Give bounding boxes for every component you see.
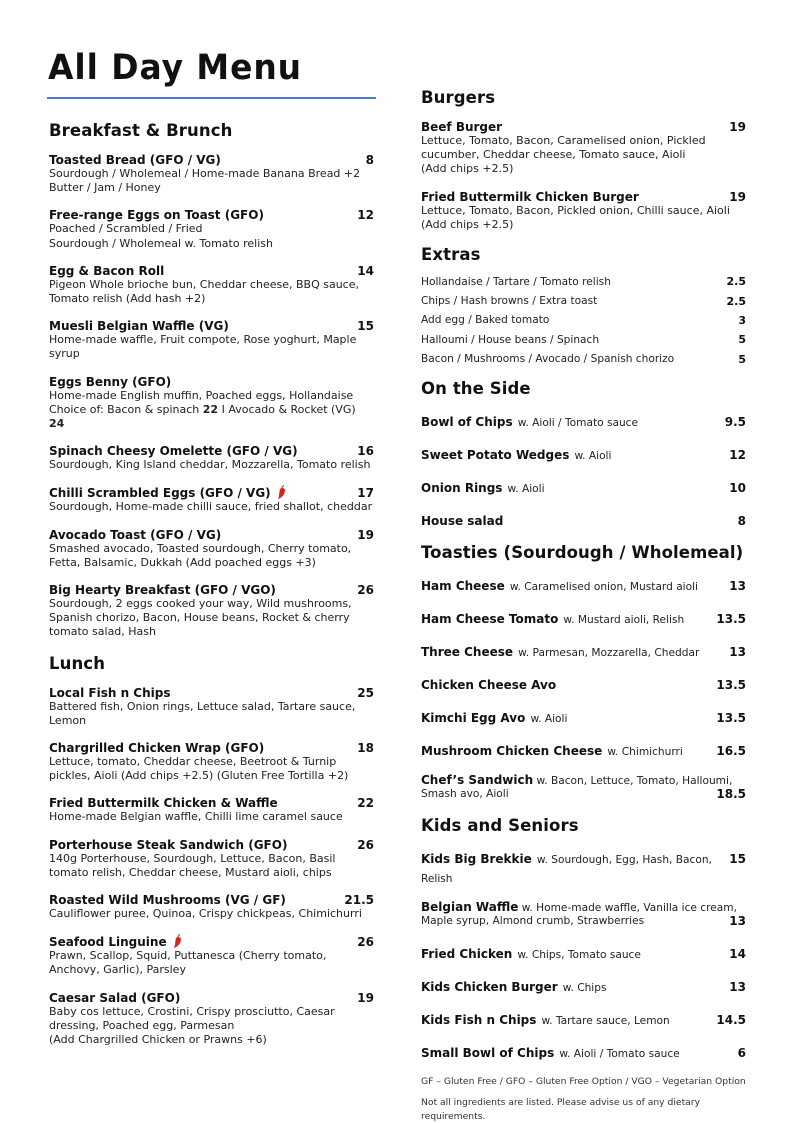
item-name: Chargrilled Chicken Wrap (GFO) [49,741,265,756]
item-name: Avocado Toast (GFO / VG) [49,527,222,542]
title-divider [47,97,376,99]
menu-item [49,375,374,432]
menu-item [421,943,746,962]
extra-name: Hollandaise / Tartare / Tomato relish [421,275,611,288]
menu-item [49,208,374,250]
item-label [421,740,683,759]
menu-item [421,707,746,726]
item-price: 9.5 [724,414,746,429]
item-header [49,528,374,542]
menu-item [421,641,746,660]
item-header [421,190,746,204]
item-price: 16 [357,444,374,459]
item-price: 12 [357,208,374,223]
extras-section [421,245,746,369]
item-with: w. Sourdough, Egg, Hash, Bacon, Relish [421,853,712,885]
footnote: GF – Gluten Free / GFO – Gluten Free Option / VGO – Vegetarian Option [421,1075,746,1087]
menu-item [49,893,374,921]
item-name: Kids Chicken Burger [421,979,558,994]
chilli-icon [173,934,182,948]
menu-item [421,411,746,430]
item-description: Sourdough / Wholemeal / Home-made Banana Bread +2 [49,167,361,180]
choice-option-2: Avocado & Rocket (VG) [228,402,356,416]
breakfast-items [49,153,374,640]
item-description: (Add chips +2.5) [421,162,514,176]
item-name: Local Fish n Chips [49,685,171,700]
item-label [421,848,729,886]
item-description: Sourdough / Wholemeal w. Tomato relish [49,236,273,250]
item-name: Onion Rings [421,480,503,495]
menu-item [49,485,374,514]
item-name: Roasted Wild Mushrooms (VG / GF) [49,893,286,908]
item-description: Sourdough, 2 eggs cooked your way, Wild mushrooms, Spanish chorizo, Bacon, House beans, Rocket & cherry tomato salad, Hash [49,597,352,639]
item-description: Smashed avocado, Toasted sourdough, Cherry tomato, Fetta, Balsamic, Dukkah (Add poached eggs +3) [49,541,352,569]
menu-item [49,319,374,361]
item-name: Mushroom Chicken Cheese [421,743,603,758]
sides-section [421,379,746,529]
item-name: Muesli Belgian Waffle (VG) [49,319,229,334]
item-with: w. Tartare sauce, Lemon [541,1014,670,1027]
item-price: 14.5 [716,1012,746,1027]
item-name: Chilli Scrambled Eggs (GFO / VG) [49,485,286,500]
item-name: Kimchi Egg Avo [421,710,526,725]
item-header [49,934,374,949]
extra-name: Halloumi / House beans / Spinach [421,333,600,346]
item-line-2 [421,914,746,929]
item-label [421,641,699,660]
menu-item [49,528,374,570]
extra-price: 2.5 [726,275,746,289]
sides-items [421,411,746,529]
burgers-section [421,88,746,232]
item-with: w. Home-made waffle, Vanilla ice cream, [521,901,737,914]
item-with: w. Chips [562,981,607,994]
menu-item [421,190,746,232]
menu-item [421,575,746,594]
toasties-section [421,543,746,802]
item-description: Cauliflower puree, Quinoa, Crispy chickpeas, Chimichurri [49,907,362,921]
item-description: Baby cos lettuce, Crostini, Crispy prosciutto, Caesar dressing, Poached egg, Parmesan [49,1004,335,1032]
item-price: 14 [729,946,746,961]
item-price: 13.5 [716,710,746,725]
item-name: Belgian Waffle [421,899,519,914]
item-price: 6 [737,1045,746,1060]
item-price: 12 [729,447,746,462]
item-label [421,444,611,463]
item-description: Butter / Jam / Honey [49,181,161,195]
item-price: 14 [357,263,374,278]
item-price: 19 [729,120,746,134]
item-description: Pigeon Whole brioche bun, Cheddar cheese, BBQ sauce, Tomato relish (Add hash +2) [49,277,359,306]
item-name: Spinach Cheesy Omelette (GFO / VG) [49,444,298,459]
item-label [421,477,545,496]
choice-price-2: 24 [49,417,65,431]
lunch-items [49,686,374,1048]
item-description: Home-made waffle, Fruit compote, Rose yoghurt, Maple syrup [49,333,357,361]
right-column [421,88,746,1123]
section-title: Lunch [49,653,106,673]
item-with-cont: Maple syrup, Almond crumb, Strawberries [421,914,645,927]
item-header [49,153,374,167]
menu-item [421,444,746,463]
menu-item [49,838,374,880]
section-title: Breakfast & Brunch [49,121,233,140]
extra-price: 3 [738,313,746,327]
chilli-icon [277,485,286,499]
menu-item [421,608,746,627]
item-description: Lettuce, Tomato, Bacon, Pickled onion, Chilli sauce, Aioli [421,203,730,217]
item-name: Egg & Bacon Roll [49,263,165,278]
section-title: Burgers [421,88,496,107]
footnotes [421,1075,746,1123]
item-header [49,838,374,852]
item-price: 25 [357,685,374,700]
item-price: 15 [729,851,746,866]
extras-row [421,272,746,291]
item-header [49,893,374,907]
kids-section [421,816,746,1061]
item-price: 13 [729,979,746,994]
item-name: Kids Fish n Chips [421,1012,537,1027]
item-header [49,485,374,500]
item-price: 26 [357,583,374,598]
item-price: 10 [729,480,746,495]
item-price: 13 [729,644,746,659]
item-name: Kids Big Brekkie [421,851,532,866]
item-price: 18 [357,741,374,756]
menu-item [421,1009,746,1028]
item-with: w. Aioli / Tomato sauce [559,1047,680,1060]
item-name: Porterhouse Steak Sandwich (GFO) [49,837,288,852]
lunch-section [49,654,374,1048]
item-choice [49,403,374,431]
item-name: Small Bowl of Chips [421,1045,555,1060]
item-description: Home-made Belgian waffle, Chilli lime caramel sauce [49,810,343,824]
item-name: Caesar Salad (GFO) [49,990,181,1005]
item-label [421,510,503,529]
item-price: 21.5 [344,893,374,908]
item-name: Three Cheese [421,644,514,659]
extras-row [421,311,746,330]
item-description: Prawn, Scallop, Squid, Puttanesca (Cherry tomato, Anchovy, Garlic), Parsley [49,949,327,977]
item-price: 13 [729,578,746,593]
item-description: Lettuce, tomato, Cheddar cheese, Beetroot & Turnip pickles, Aioli (Add chips +2.5) (Gluten Free Tortilla +2) [49,755,349,783]
extra-price: 2.5 [726,294,746,308]
page-title: All Day Menu [48,48,303,88]
choice-option-1: Choice of: Bacon & spinach [49,402,203,416]
item-name: Fried Buttermilk Chicken & Waffle [49,796,278,811]
item-header [49,796,374,810]
item-header [49,319,374,333]
section-title: On the Side [421,378,531,398]
item-name: Toasted Bread (GFO / VG) [49,153,221,167]
item-price: 13.5 [716,611,746,626]
menu-item [421,848,746,886]
item-name: Sweet Potato Wedges [421,447,570,462]
item-label [421,411,638,430]
item-header [421,120,746,134]
section-title: Kids and Seniors [421,815,579,835]
item-name: Chef’s Sandwich [421,772,534,787]
item-with: w. Parmesan, Mozzarella, Cheddar [518,646,700,659]
item-line-1 [421,773,746,787]
item-header [49,991,374,1005]
burgers-items [421,120,746,232]
item-header [49,686,374,700]
menu-item [421,773,746,802]
item-with: w. Caramelised onion, Mustard aioli [509,580,698,593]
extra-price: 5 [738,352,746,366]
menu-item [421,976,746,995]
choice-price-1: 22 [202,402,219,416]
menu-item [421,1042,746,1061]
menu-item [49,686,374,728]
item-with: w. Chimichurri [607,745,683,758]
item-name: Ham Cheese [421,578,505,593]
item-header [49,741,374,755]
item-description: Sourdough, King Island cheddar, Mozzarella, Tomato relish [49,458,371,472]
item-price: 19 [729,189,746,204]
item-price: 19 [357,990,374,1005]
item-header [49,375,374,389]
item-with: w. Aioli [530,712,568,725]
item-price: 18.5 [716,786,746,801]
item-name: Ham Cheese Tomato [421,611,559,626]
item-price: 8 [737,513,746,528]
item-name: Chicken Cheese Avo [421,677,557,692]
menu-item [421,740,746,759]
item-label [421,1009,670,1028]
item-with: w. Aioli / Tomato sauce [517,416,639,429]
item-header [49,583,374,597]
section-title: Toasties (Sourdough / Wholemeal) [421,542,744,562]
left-column [49,121,374,1060]
menu-item [49,991,374,1048]
item-price: 22 [357,796,374,811]
extras-row [421,291,746,310]
item-header [49,208,374,222]
item-with-cont: Smash avo, Aioli [421,787,509,800]
item-price: 17 [357,486,374,501]
extras-row [421,330,746,349]
item-line-2 [421,787,746,802]
item-price: 13 [729,913,746,928]
item-description: Sourdough, Home-made chilli sauce, fried shallot, cheddar [49,500,373,514]
item-description: 140g Porterhouse, Sourdough, Lettuce, Bacon, Basil tomato relish, Cheddar cheese, Mustard aioli, chips [49,851,336,879]
menu-item [421,120,746,177]
item-description: (Add chips +2.5) [421,217,514,231]
item-with: w. Aioli [574,449,612,462]
menu-item [49,741,374,783]
item-line-1 [421,900,746,914]
item-name: Beef Burger [421,120,503,134]
item-with: w. Bacon, Lettuce, Tomato, Halloumi, [536,774,733,787]
item-price: 16.5 [716,743,746,758]
item-description: (Add Chargrilled Chicken or Prawns +6) [49,1033,267,1047]
item-label [421,608,684,627]
item-description: Lettuce, Tomato, Bacon, Caramelised onion, Pickled cucumber, Cheddar cheese, Tomato sauce, Aioli [421,134,706,162]
item-header [49,264,374,278]
item-label [421,943,641,962]
item-price: 19 [357,527,374,542]
footnote: Not all ingredients are listed. Please advise us of any dietary requirements. [421,1097,701,1122]
menu-item [421,477,746,496]
extra-name: Bacon / Mushrooms / Avocado / Spanish chorizo [421,353,675,366]
item-price: 8 [365,153,374,167]
item-description: Home-made English muffin, Poached eggs, Hollandaise [49,388,354,402]
item-name: Eggs Benny (GFO) [49,374,172,389]
toasties-items [421,575,746,802]
menu-item [49,264,374,306]
item-name: Bowl of Chips [421,414,513,429]
item-with: w. Chips, Tomato sauce [517,948,641,961]
item-price: 26 [357,935,374,950]
item-header [49,444,374,458]
extras-row [421,350,746,369]
item-label [421,976,607,995]
menu-item [49,583,374,640]
menu-item [49,444,374,472]
section-title: Extras [421,245,481,265]
extra-name: Chips / Hash browns / Extra toast [421,295,598,308]
menu-item [49,796,374,824]
extras-items [421,272,746,369]
item-label [421,1042,680,1061]
menu-item [421,900,746,929]
menu-item [421,510,746,529]
menu-item [421,674,746,693]
menu-item [49,934,374,977]
item-price: 13.5 [716,677,746,692]
extra-name: Add egg / Baked tomato [421,314,550,327]
choice-separator: I [218,402,229,416]
item-name: Free-range Eggs on Toast (GFO) [49,208,264,223]
item-price: 15 [357,319,374,334]
extra-price: 5 [738,333,746,347]
item-name: Fried Chicken [421,946,513,961]
breakfast-section [49,121,374,640]
item-label [421,674,556,693]
item-name: Big Hearty Breakfast (GFO / VGO) [49,583,276,598]
item-name: House salad [421,513,504,528]
menu-item [49,153,374,195]
item-with: w. Mustard aioli, Relish [563,613,685,626]
item-description: Poached / Scrambled / Fried [49,222,203,236]
kids-items [421,848,746,1061]
item-price: 26 [357,837,374,852]
item-name: Seafood Linguine [49,934,182,949]
item-label [421,575,698,594]
item-name: Fried Buttermilk Chicken Burger [421,189,639,204]
item-label [421,707,567,726]
item-description: Battered fish, Onion rings, Lettuce salad, Tartare sauce, Lemon [49,699,356,727]
item-with: w. Aioli [507,482,545,495]
